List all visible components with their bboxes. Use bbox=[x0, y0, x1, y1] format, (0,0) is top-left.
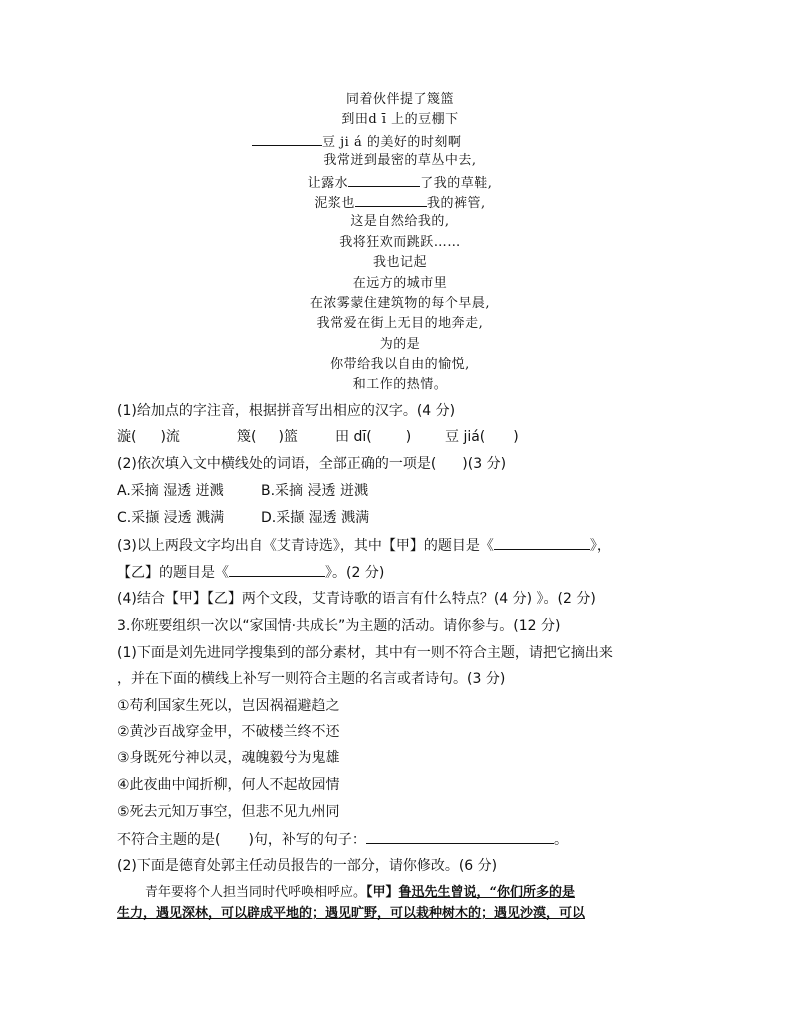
section-3-title: 3.你班要组织一次以“家国情·共成长”为主题的活动。请你参与。(12 分) bbox=[117, 618, 561, 634]
q3-blank-1 bbox=[494, 536, 590, 550]
poem-line-6-pre: 泥浆也 bbox=[314, 195, 355, 211]
poem-line-4: 我常迸到最密的草丛中去, bbox=[323, 153, 477, 169]
section-3-item-4: ④此夜曲中闻折柳，何人不起故园情 bbox=[117, 777, 340, 793]
poem-line-3-text: 豆 ji á 的美好的时刻啊 bbox=[322, 134, 462, 150]
s3-answer-blank bbox=[366, 830, 554, 844]
q3-line1-pre: (3)以上两段文字均出自《艾青诗选》，其中【甲】的题目是《 bbox=[117, 538, 494, 554]
poem-line-5 bbox=[200, 172, 600, 192]
poem-line-8: 我将狂欢而跳跃…… bbox=[339, 234, 461, 250]
poem-line-5-pre: 让露水 bbox=[307, 175, 349, 191]
poem-block bbox=[200, 90, 600, 396]
question-3-line-2 bbox=[117, 563, 687, 582]
q2-prompt-suffix: )(3 分) bbox=[462, 456, 507, 472]
question-2-prompt bbox=[117, 455, 687, 473]
s3-answer-post: 。 bbox=[553, 832, 568, 848]
section-3-item-3: ③身既死兮神以灵，魂魄毅兮为鬼雄 bbox=[117, 750, 340, 766]
q1-item-2: 篾( )篮 bbox=[237, 429, 298, 445]
poem-line-10: 在远方的城市里 bbox=[352, 275, 448, 291]
poem-blank-3 bbox=[355, 192, 427, 207]
s3-answer-mid: )句，补写的句子： bbox=[248, 832, 366, 848]
poem-line-1: 同着伙伴提了篾篮 bbox=[345, 92, 454, 107]
q2-prompt-text: (2)依次填入文中横线处的词语，全部正确的一项是( bbox=[117, 456, 437, 472]
q1-item-4: 豆 jiá( ) bbox=[445, 429, 519, 445]
poem-line-14: 你带给我以自由的愉悦, bbox=[330, 357, 470, 373]
poem-line-2: 到田d ī 上的豆棚下 bbox=[341, 112, 459, 128]
question-1-items bbox=[117, 428, 687, 446]
poem-line-13: 为的是 bbox=[379, 336, 421, 352]
poem-blank-1 bbox=[252, 131, 322, 146]
poem-line-7: 这是自然给我的, bbox=[350, 214, 450, 230]
poem-blank-2 bbox=[348, 172, 420, 187]
poem-line-9: 我也记起 bbox=[372, 255, 427, 271]
poem-line-3 bbox=[200, 131, 600, 151]
q3-line1-post: 》， bbox=[589, 538, 611, 554]
passage-tag-jia: 【甲】 bbox=[366, 885, 399, 900]
q2-option-a: A.采摘 湿透 迸溅 bbox=[117, 483, 224, 499]
s3-answer-pre: 不符合主题的是( bbox=[117, 832, 221, 848]
section-3-q1-line-2: ，并在下面的横线上补写一则符合主题的名言或者诗句。(3 分) bbox=[117, 671, 506, 687]
question-2-options-row-1 bbox=[117, 482, 687, 500]
poem-line-11: 在浓雾蒙住建筑物的每个早晨, bbox=[309, 295, 491, 311]
question-1-prompt: (1)给加点的字注音，根据拼音写出相应的汉字。(4 分) bbox=[117, 403, 456, 419]
poem-line-6-post: 我的裤管, bbox=[426, 195, 486, 211]
question-2-options-row-2 bbox=[117, 509, 687, 527]
q2-option-c: C.采撷 浸透 溅满 bbox=[117, 510, 225, 526]
poem-line-12: 我常爱在街上无目的地奔走, bbox=[316, 316, 484, 332]
poem-line-5-post: 了我的草鞋, bbox=[420, 175, 493, 191]
passage-line-2 bbox=[117, 905, 687, 923]
section-3-item-1: ①苟利国家生死以，岂因祸福避趋之 bbox=[117, 698, 340, 714]
q2-option-b: B.采摘 浸透 迸溅 bbox=[261, 483, 368, 499]
q3-line2-post: 》。(2 分) bbox=[325, 565, 385, 581]
q1-item-1: 漩( )流 bbox=[117, 429, 180, 445]
passage-underlined-2: 生力，遇见深林，可以辟成平地的；遇见旷野，可以栽种树木的；遇见沙漠，可以 bbox=[117, 906, 586, 921]
question-3-line-1 bbox=[117, 536, 687, 555]
section-3-q1-line-1: (1)下面是刘先进同学搜集到的部分素材，其中有一则不符合主题，请把它摘出来 bbox=[117, 645, 613, 661]
poem-line-6 bbox=[200, 192, 600, 212]
q1-item-3: 田 dī( ) bbox=[335, 429, 412, 445]
section-3-q2: (2)下面是德育处郭主任动员报告的一部分，请你修改。(6 分) bbox=[117, 858, 498, 874]
passage-plain: 青年要将个人担当同时代呼唤相呼应。 bbox=[145, 885, 367, 900]
section-3-item-2: ②黄沙百战穿金甲，不破楼兰终不还 bbox=[117, 724, 340, 740]
q3-line2-pre: 【乙】的题目是《 bbox=[117, 565, 229, 581]
passage-underlined-1: 鲁迅先生曾说，“你们所多的是 bbox=[398, 885, 576, 900]
passage-line-1 bbox=[117, 884, 687, 902]
q3-blank-2 bbox=[229, 563, 325, 577]
question-4: (4)结合【甲】【乙】两个文段，艾青诗歌的语言有什么特点？(4 分) 》。(2 分) bbox=[117, 591, 596, 607]
q2-option-d: D.采撷 湿透 溅满 bbox=[261, 510, 370, 526]
section-3-item-5: ⑤死去元知万事空，但悲不见九州同 bbox=[117, 804, 340, 820]
section-3-answer-line bbox=[117, 830, 687, 849]
poem-line-15: 和工作的热情。 bbox=[352, 377, 448, 393]
